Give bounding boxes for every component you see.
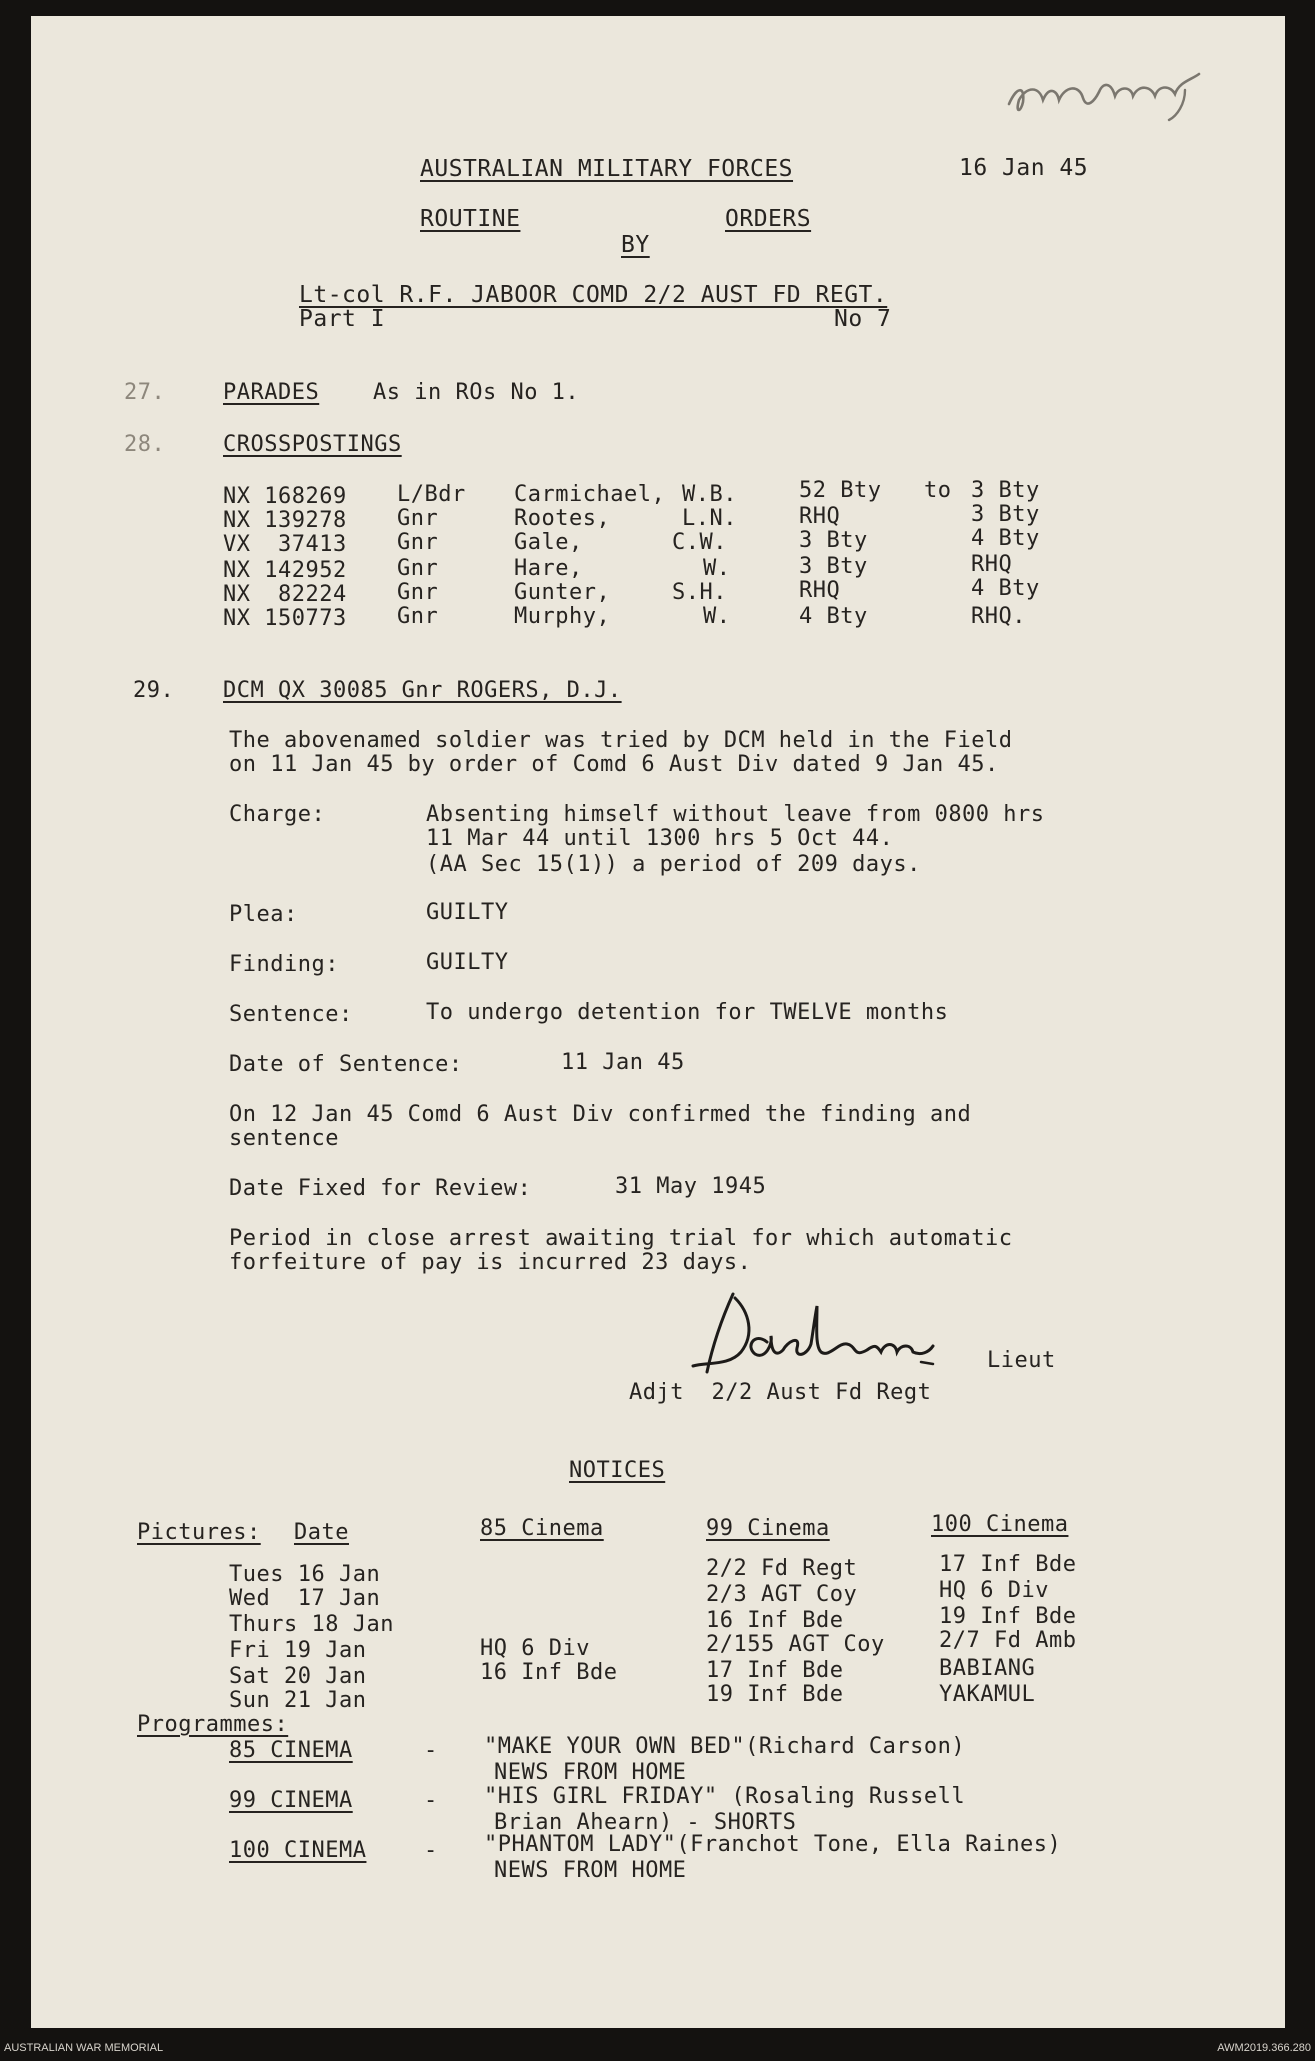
to-unit: 4 Bty [971, 576, 1040, 601]
cinema-100-unit: 19 Inf Bde [939, 1604, 1077, 1629]
from-unit: 3 Bty [799, 554, 868, 579]
service-number: NX 139278 [223, 508, 347, 533]
cinema-100-unit: 2/7 Fd Amb [939, 1628, 1077, 1653]
programme-dash: - [424, 1838, 438, 1863]
finding-value: GUILTY [426, 950, 509, 975]
item-27-text: As in ROs No 1. [373, 380, 580, 405]
screening-date: Thurs 18 Jan [229, 1612, 394, 1637]
review-date: 31 May 1945 [615, 1174, 767, 1199]
programme-line-1: "PHANTOM LADY"(Franchot Tone, Ella Raines) [484, 1832, 1062, 1857]
by-label: BY [621, 232, 650, 258]
notices-title: NOTICES [569, 1458, 666, 1483]
surname: Gunter, [514, 580, 611, 605]
cinema-100-unit: YAKAMUL [939, 1682, 1036, 1707]
archive-reference: AWM2019.366.280 [1217, 2042, 1311, 2054]
to-unit: 3 Bty [971, 502, 1040, 527]
from-unit: 3 Bty [799, 528, 868, 553]
item-29-title: DCM QX 30085 Gnr ROGERS, D.J. [223, 678, 622, 703]
item-27-title: PARADES [223, 380, 320, 405]
initials: W.B. [682, 482, 737, 507]
signature-rank: Lieut [987, 1348, 1056, 1373]
programme-cinema: 99 CINEMA [229, 1788, 353, 1813]
signature-title: Adjt 2/2 Aust Fd Regt [629, 1380, 932, 1405]
to-unit: 4 Bty [971, 526, 1040, 551]
to-separator: to [924, 478, 952, 503]
item-28-number: 28. [124, 432, 166, 457]
initials: W. [703, 604, 731, 629]
programme-dash: - [424, 1738, 438, 1763]
rank: Gnr [397, 604, 439, 629]
cinema-85-unit: 16 Inf Bde [480, 1660, 618, 1685]
surname: Hare, [514, 556, 583, 581]
rank: Gnr [397, 580, 439, 605]
initials: S.H. [672, 580, 727, 605]
pictures-label: Pictures: [137, 1520, 261, 1545]
orders-label: ORDERS [725, 206, 812, 232]
cinema-100-unit: HQ 6 Div [939, 1578, 1049, 1603]
service-number: NX 150773 [223, 606, 347, 631]
programme-cinema: 100 CINEMA [229, 1838, 367, 1863]
item-28-title: CROSSPOSTINGS [223, 432, 402, 457]
rank: Gnr [397, 556, 439, 581]
initials: W. [703, 556, 731, 581]
plea-label: Plea: [229, 902, 298, 927]
service-number: VX 37413 [223, 532, 347, 557]
item-29-intro-line-2: on 11 Jan 45 by order of Comd 6 Aust Div dated 9 Jan 45. [229, 752, 999, 777]
item-29-number: 29. [133, 678, 175, 703]
item-27-number: 27. [124, 380, 166, 405]
document-page [31, 16, 1285, 2028]
cinema-100-header: 100 Cinema [931, 1512, 1069, 1537]
handwritten-annotation [999, 56, 1219, 126]
sentence-value: To undergo detention for TWELVE months [426, 1000, 949, 1025]
cinema-99-unit: 2/155 AGT Coy [706, 1632, 885, 1657]
service-number: NX 82224 [223, 582, 347, 607]
item-29-intro-line-1: The abovenamed soldier was tried by DCM held in the Field [229, 728, 1013, 753]
screening-date: Tues 16 Jan [229, 1562, 381, 1587]
order-number: No 7 [834, 306, 892, 332]
date-of-sentence-label: Date of Sentence: [229, 1052, 463, 1077]
programme-line-1: "HIS GIRL FRIDAY" (Rosaling Russell [484, 1784, 966, 1809]
period-line-1: Period in close arrest awaiting trial for which automatic [229, 1226, 1013, 1251]
initials: C.W. [672, 530, 727, 555]
cinema-100-unit: 17 Inf Bde [939, 1552, 1077, 1577]
surname: Rootes, [514, 506, 611, 531]
surname: Murphy, [514, 604, 611, 629]
screening-date: Sun 21 Jan [229, 1688, 367, 1713]
document-date: 16 Jan 45 [959, 155, 1089, 181]
screening-date: Wed 17 Jan [229, 1586, 381, 1611]
initials: L.N. [682, 506, 737, 531]
routine-label: ROUTINE [420, 206, 521, 232]
cinema-100-unit: BABIANG [939, 1656, 1036, 1681]
plea-value: GUILTY [426, 900, 509, 925]
cinema-99-unit: 16 Inf Bde [706, 1608, 844, 1633]
programme-line-1: "MAKE YOUR OWN BED"(Richard Carson) [484, 1734, 966, 1759]
from-unit: 52 Bty [799, 478, 882, 503]
service-number: NX 142952 [223, 558, 347, 583]
cinema-99-unit: 17 Inf Bde [706, 1658, 844, 1683]
rank: L/Bdr [397, 482, 466, 507]
rank: Gnr [397, 506, 439, 531]
service-number: NX 168269 [223, 484, 347, 509]
surname: Gale, [514, 530, 583, 555]
confirmation-line-1: On 12 Jan 45 Comd 6 Aust Div confirmed the finding and [229, 1102, 972, 1127]
to-unit: 3 Bty [971, 478, 1040, 503]
from-unit: RHQ [799, 504, 841, 529]
date-of-sentence-value: 11 Jan 45 [561, 1050, 685, 1075]
programme-line-2: NEWS FROM HOME [494, 1760, 687, 1785]
archive-credit: AUSTRALIAN WAR MEMORIAL [4, 2042, 164, 2054]
confirmation-line-2: sentence [229, 1126, 339, 1151]
screening-date: Sat 20 Jan [229, 1664, 367, 1689]
cinema-99-unit: 2/2 Fd Regt [706, 1556, 858, 1581]
adjutant-signature [671, 1286, 991, 1386]
date-column-header: Date [294, 1520, 349, 1545]
part-label: Part I [299, 306, 386, 332]
rank: Gnr [397, 530, 439, 555]
programme-cinema: 85 CINEMA [229, 1738, 353, 1763]
cinema-99-unit: 19 Inf Bde [706, 1682, 844, 1707]
to-unit: RHQ [971, 552, 1013, 577]
charge-label: Charge: [229, 802, 326, 827]
commander-line: Lt-col R.F. JABOOR COMD 2/2 AUST FD REGT. [299, 282, 888, 308]
from-unit: 4 Bty [799, 604, 868, 629]
review-label: Date Fixed for Review: [229, 1176, 532, 1201]
screening-date: Fri 19 Jan [229, 1638, 367, 1663]
programme-dash: - [424, 1788, 438, 1813]
period-line-2: forfeiture of pay is incurred 23 days. [229, 1250, 752, 1275]
charge-line-2: 11 Mar 44 until 1300 hrs 5 Oct 44. [426, 826, 894, 851]
surname: Carmichael, [514, 482, 666, 507]
sentence-label: Sentence: [229, 1002, 353, 1027]
cinema-99-unit: 2/3 AGT Coy [706, 1582, 858, 1607]
charge-line-1: Absenting himself without leave from 0800 hrs [426, 802, 1045, 827]
document-title: AUSTRALIAN MILITARY FORCES [420, 156, 794, 182]
finding-label: Finding: [229, 952, 339, 977]
programme-line-2: Brian Ahearn) - SHORTS [494, 1810, 797, 1835]
charge-line-3: (AA Sec 15(1)) a period of 209 days. [426, 852, 921, 877]
from-unit: RHQ [799, 578, 841, 603]
programme-line-2: NEWS FROM HOME [494, 1858, 687, 1883]
to-unit: RHQ. [971, 604, 1026, 629]
cinema-85-unit: HQ 6 Div [480, 1636, 590, 1661]
programmes-label: Programmes: [137, 1712, 289, 1737]
cinema-99-header: 99 Cinema [706, 1516, 830, 1541]
cinema-85-header: 85 Cinema [480, 1516, 604, 1541]
